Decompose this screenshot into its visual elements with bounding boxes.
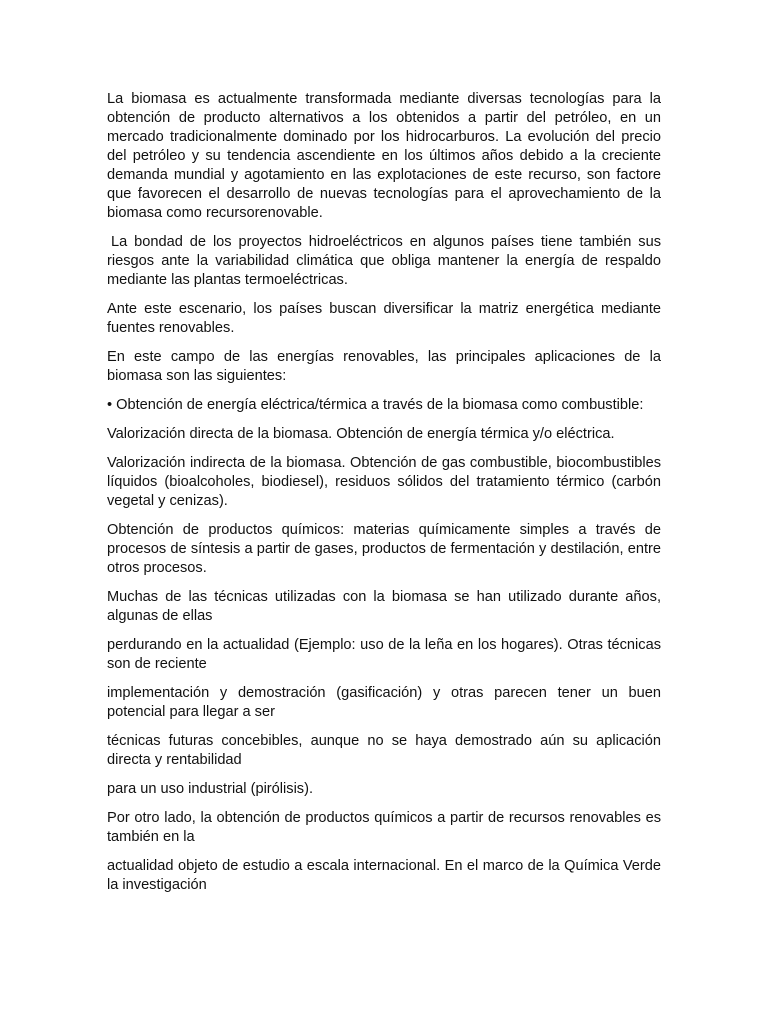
paragraph-applications-intro: En este campo de las energías renovables, las principales aplicaciones de la biomasa son las siguientes:	[107, 349, 661, 384]
paragraph-hydroelectric-risk: La bondad de los proyectos hidroeléctricos en algunos países tiene también sus riesgos ante la variabilidad climática que obliga mantener la energía de respaldo mediante las plantas termoeléctricas.	[107, 234, 661, 288]
paragraph-techniques-current: perdurando en la actualidad (Ejemplo: uso de la leña en los hogares). Otras técnicas son de reciente	[107, 637, 661, 672]
paragraph-chemical-renewables: Por otro lado, la obtención de productos químicos a partir de recursos renovables es también en la	[107, 810, 661, 845]
paragraph-bullet-energy: • Obtención de energía eléctrica/térmica a través de la biomasa como combustible:	[107, 397, 644, 413]
paragraph-industrial-use: para un uso industrial (pirólisis).	[107, 781, 314, 797]
paragraph-indirect-valorization: Valorización indirecta de la biomasa. Obtención de gas combustible, biocombustibles líquidos (bioalcoholes, biodiesel), residuos sólidos del tratamiento térmico (carbón vegetal y cenizas).	[107, 455, 661, 509]
paragraph-techniques-implementation: implementación y demostración (gasificación) y otras parecen tener un buen potencial para llegar a ser	[107, 685, 661, 720]
document-body	[107, 90, 661, 905]
paragraph-green-chemistry: actualidad objeto de estudio a escala internacional. En el marco de la Química Verde la investigación	[107, 858, 661, 893]
paragraph-direct-valorization: Valorización directa de la biomasa. Obtención de energía térmica y/o eléctrica.	[107, 426, 615, 442]
paragraph-diversify-matrix: Ante este escenario, los países buscan diversificar la matriz energética mediante fuentes renovables.	[107, 301, 661, 336]
paragraph-techniques-years: Muchas de las técnicas utilizadas con la biomasa se han utilizado durante años, algunas de ellas	[107, 589, 661, 624]
paragraph-biomass-intro: La biomasa es actualmente transformada mediante diversas tecnologías para la obtención de producto alternativos a los obtenidos a partir del petróleo, en un mercado tradicionalmente dominado por los hidrocarburos. La evolución del precio del petróleo y su tendencia ascendiente en los últimos años debido a la creciente demanda mundial y agotamiento en las explotaciones de este recurso, son factore que favorecen el desarrollo de nuevas tecnologías para el aprovechamiento de la biomasa como recursorenovable.	[107, 91, 661, 221]
paragraph-techniques-future: técnicas futuras concebibles, aunque no se haya demostrado aún su aplicación directa y rentabilidad	[107, 733, 661, 768]
paragraph-chemical-products: Obtención de productos químicos: materias químicamente simples a través de procesos de síntesis a partir de gases, productos de fermentación y destilación, entre otros procesos.	[107, 522, 661, 576]
